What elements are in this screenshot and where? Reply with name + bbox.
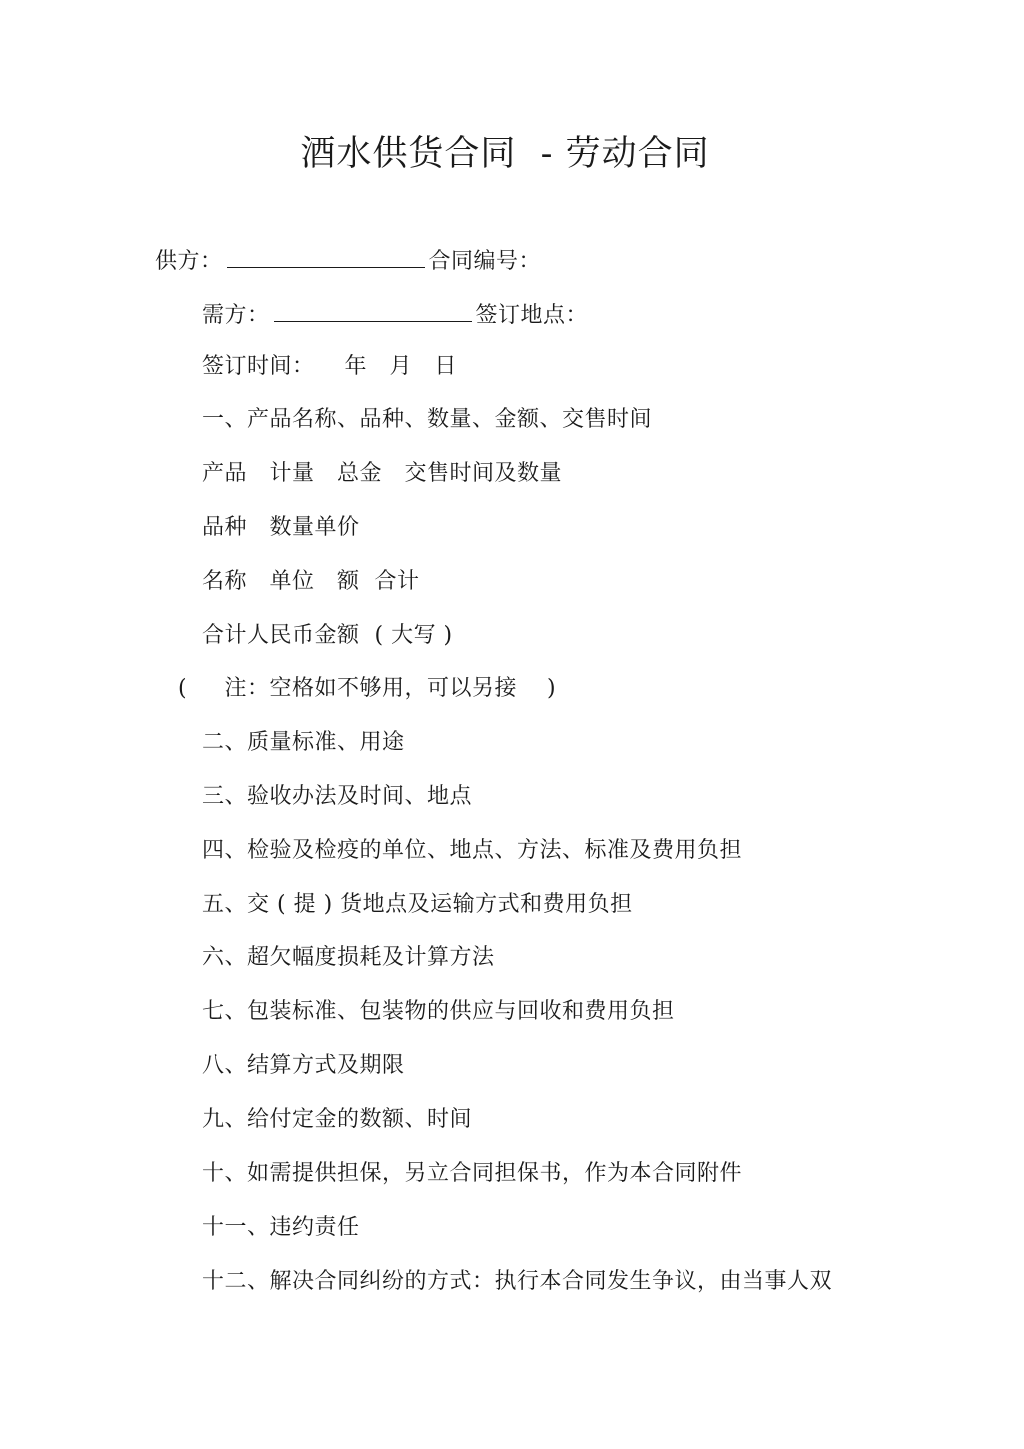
- table-header-row-1: 产品 计量 总金 交售时间及数量: [202, 461, 562, 486]
- clause-6: 六、超欠幅度损耗及计算方法: [202, 945, 495, 970]
- clause-12: 十二、解决合同纠纷的方式：执行本合同发生争议，由当事人双: [202, 1269, 833, 1294]
- clause-4: 四、检验及检疫的单位、地点、方法、标准及费用负担: [202, 838, 743, 863]
- clause-7: 七、包装标准、包装物的供应与回收和费用负担: [202, 999, 675, 1024]
- clause-10: 十、如需提供担保，另立合同担保书，作为本合同附件: [202, 1161, 743, 1186]
- note-line: ( 注：空格如不够用，可以另接 ): [178, 676, 557, 701]
- contract-no-label: 合同编号：: [428, 249, 542, 274]
- supplier-label: 供方：: [155, 249, 223, 274]
- total-amount-line: 合计人民币金额 ( 大写 ): [202, 623, 453, 648]
- clause-3: 三、验收办法及时间、地点: [202, 784, 473, 809]
- clause-1: 一、产品名称、品种、数量、金额、交售时间: [202, 407, 653, 432]
- clause-2: 二、质量标准、用途: [202, 730, 405, 755]
- clause-11: 十一、违约责任: [202, 1215, 360, 1240]
- document-title: 酒水供货合同 - 劳动合同: [300, 134, 710, 174]
- buyer-blank: [274, 299, 472, 322]
- buyer-row: [202, 299, 588, 331]
- clause-9: 九、给付定金的数额、时间: [202, 1107, 473, 1132]
- table-header-row-2: 品种 数量单价: [202, 515, 360, 540]
- sign-time: 签订时间： 年 月 日: [202, 354, 457, 379]
- sign-place-label: 签订地点：: [475, 303, 589, 328]
- supplier-row: [155, 245, 541, 277]
- table-header-row-3: 名称 单位 额 合计: [202, 569, 420, 594]
- buyer-label: 需方：: [202, 303, 270, 328]
- clause-8: 八、结算方式及期限: [202, 1053, 405, 1078]
- clause-5: 五、交 ( 提 ) 货地点及运输方式和费用负担: [202, 892, 633, 917]
- supplier-blank: [227, 245, 425, 268]
